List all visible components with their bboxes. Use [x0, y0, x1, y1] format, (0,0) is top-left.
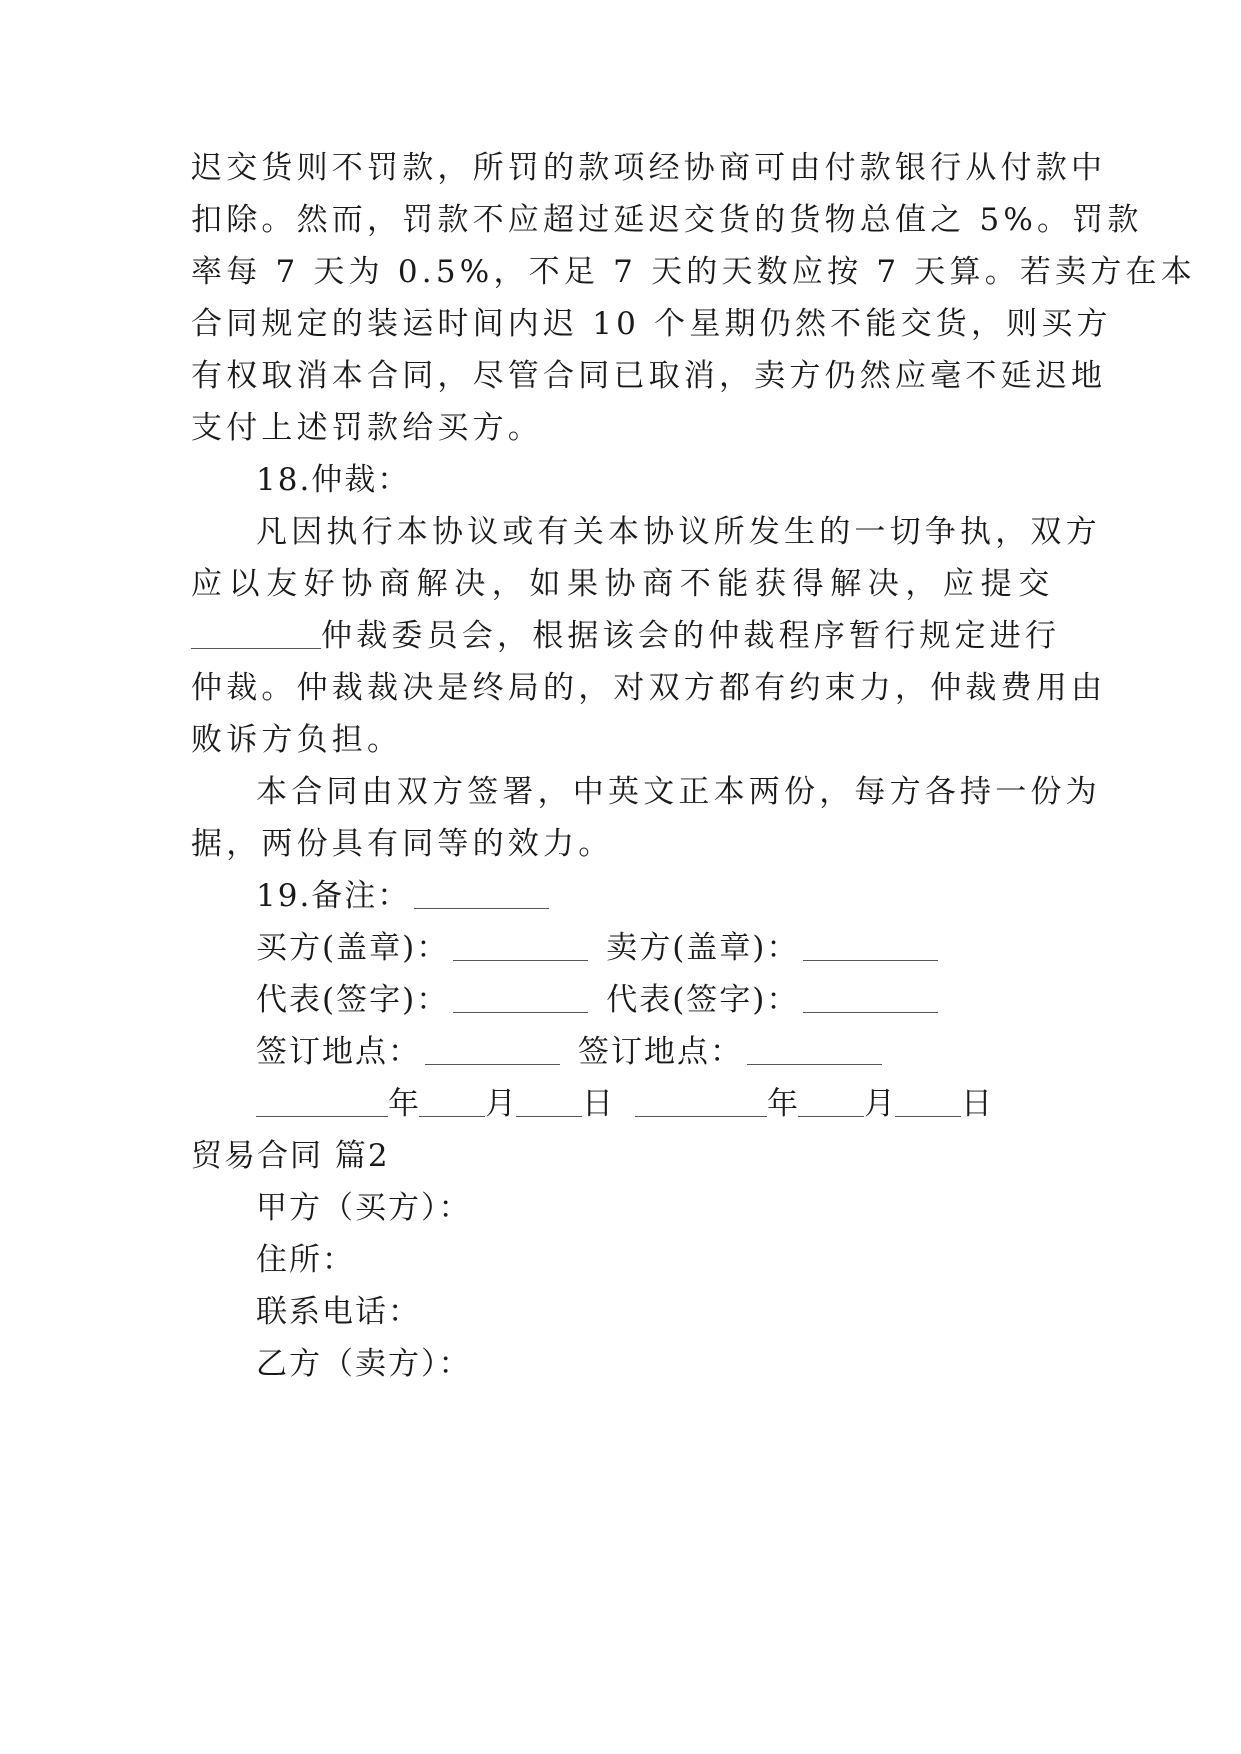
buyer-month-label: 月	[485, 1086, 516, 1122]
seller-seal-blank[interactable]	[803, 930, 938, 961]
arbitration-para-line-5: 败诉方负担。	[191, 722, 403, 758]
party-a-label: 甲方（买方）：	[256, 1190, 472, 1226]
arbitration-para-line-1: 凡因执行本协议或有关本协议所发生的一切争执，双方	[256, 514, 1101, 550]
seller-rep-blank[interactable]	[803, 982, 938, 1013]
remark-label: 19.备注：	[256, 878, 411, 914]
seller-seal-label: 卖方(盖章)：	[606, 930, 800, 966]
clause-17-line-5: 有权取消本合同，尽管合同已取消，卖方仍然应毫不延迟地	[191, 358, 1107, 394]
buyer-day-label: 日	[582, 1086, 613, 1122]
buyer-seal-blank[interactable]	[453, 930, 588, 961]
buyer-seal-label: 买方(盖章)：	[256, 930, 450, 966]
clause-17-line-2: 扣除。然而，罚款不应超过延迟交货的货物总值之 5%。罚款	[191, 202, 1143, 238]
clause-17-line-4: 合同规定的装运时间内迟 10 个星期仍然不能交货，则买方	[191, 306, 1112, 342]
buyer-rep-label: 代表(签字)：	[256, 982, 450, 1018]
signing-para-line-1: 本合同由双方签署，中英文正本两份，每方各持一份为	[256, 774, 1101, 810]
clause-17-line-3: 率每 7 天为 0.5%，不足 7 天的天数应按 7 天算。若卖方在本	[191, 254, 1196, 290]
buyer-year-label: 年	[388, 1086, 419, 1122]
seller-rep-label: 代表(签字)：	[606, 982, 800, 1018]
buyer-place-label: 签订地点：	[256, 1034, 421, 1070]
representative-row	[256, 980, 1051, 1020]
seal-row	[256, 928, 1051, 968]
buyer-month-blank[interactable]	[419, 1086, 485, 1117]
address-label: 住所：	[256, 1242, 355, 1278]
arbitration-para-line-3	[191, 616, 1061, 656]
contract-2-title: 贸易合同 篇2	[191, 1138, 390, 1174]
remark-blank[interactable]	[414, 878, 549, 909]
place-row	[256, 1032, 1051, 1072]
arbitration-para-line-4: 仲裁。仲裁裁决是终局的，对双方都有约束力，仲裁费用由	[191, 670, 1107, 706]
date-row	[256, 1084, 1051, 1124]
seller-day-label: 日	[961, 1086, 992, 1122]
buyer-place-blank[interactable]	[425, 1034, 560, 1065]
clause-17-line-1: 迟交货则不罚款，所罚的款项经协商可由付款银行从付款中	[191, 150, 1107, 186]
arbitration-para-line-3-text: 仲裁委员会，根据该会的仲裁程序暂行规定进行	[321, 618, 1061, 654]
signing-para-line-2: 据，两份具有同等的效力。	[191, 826, 614, 862]
seller-place-blank[interactable]	[747, 1034, 882, 1065]
seller-year-blank[interactable]	[635, 1086, 767, 1117]
buyer-rep-blank[interactable]	[453, 982, 588, 1013]
arbitration-para-line-2: 应以友好协商解决，如果协商不能获得解决，应提交	[191, 566, 1056, 602]
seller-month-label: 月	[864, 1086, 895, 1122]
phone-label: 联系电话：	[256, 1294, 421, 1330]
remark-row	[256, 876, 1051, 916]
arbitration-commission-blank[interactable]	[191, 618, 321, 649]
clause-17-line-6: 支付上述罚款给买方。	[191, 410, 543, 446]
seller-year-label: 年	[767, 1086, 798, 1122]
seller-place-label: 签订地点：	[578, 1034, 743, 1070]
buyer-day-blank[interactable]	[516, 1086, 582, 1117]
seller-month-blank[interactable]	[798, 1086, 864, 1117]
party-b-label: 乙方（卖方）：	[256, 1346, 472, 1382]
section-18-heading: 18.仲裁：	[256, 462, 411, 498]
seller-day-blank[interactable]	[895, 1086, 961, 1117]
buyer-year-blank[interactable]	[256, 1086, 388, 1117]
